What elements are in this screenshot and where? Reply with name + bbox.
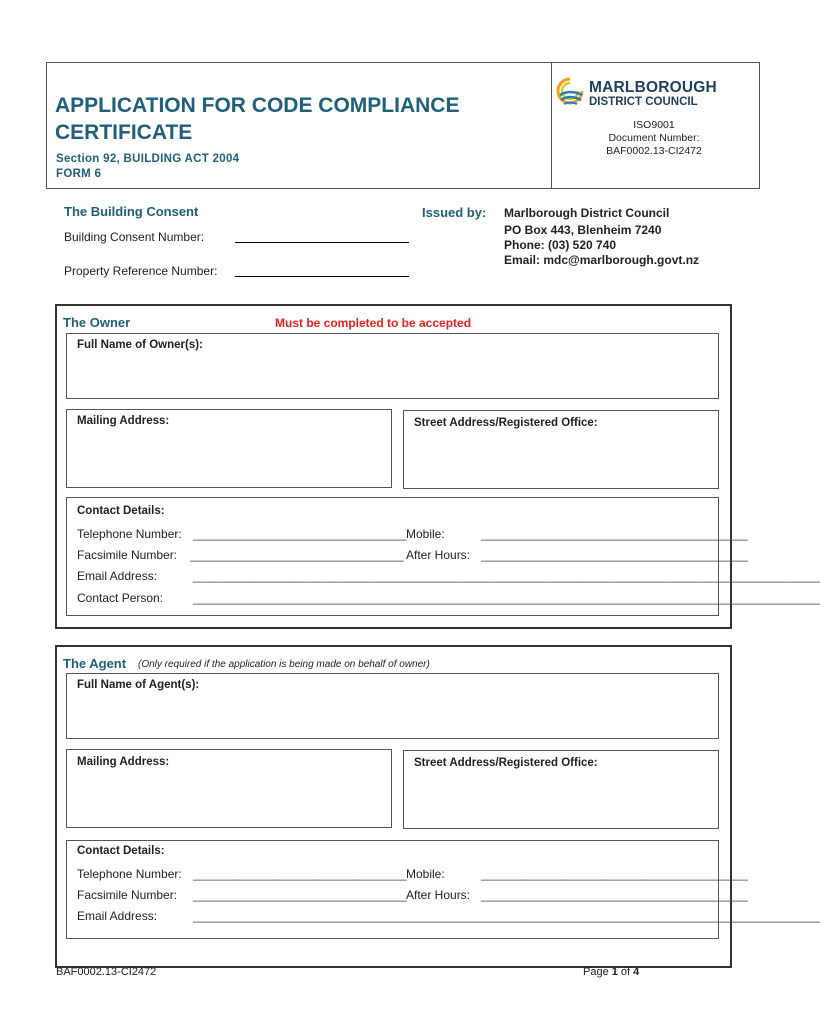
- agent-after-hours-label: After Hours:: [406, 888, 471, 902]
- property-ref-label: Property Reference Number:: [64, 264, 218, 278]
- page-indicator: [583, 966, 639, 978]
- agent-after-hours-field[interactable]: ________________________________________: [481, 888, 748, 902]
- owner-email-field[interactable]: ______________________________________________________________________________________________: [193, 569, 820, 583]
- agent-fax-field[interactable]: ________________________________: [193, 888, 407, 902]
- owner-email-label: Email Address:: [77, 569, 158, 583]
- agent-street-label: Street Address/Registered Office:: [414, 757, 598, 769]
- agent-email-label: Email Address:: [77, 909, 158, 923]
- page-total: 4: [633, 966, 640, 978]
- title-line-1: APPLICATION FOR CODE COMPLIANCE: [55, 94, 460, 117]
- consent-number-label: Building Consent Number:: [64, 230, 205, 244]
- owner-required-note: Must be completed to be accepted: [275, 316, 472, 330]
- owner-mailing-label: Mailing Address:: [77, 415, 170, 427]
- owner-fax-field[interactable]: ________________________________: [190, 548, 404, 562]
- agent-contact-heading: Contact Details:: [77, 845, 165, 857]
- issuer-phone: Phone: (03) 520 740: [504, 238, 617, 252]
- agent-note: (Only required if the application is being made on behalf of owner): [138, 659, 430, 670]
- title-line-2: CERTIFICATE: [55, 121, 193, 144]
- page-prefix: Page: [583, 966, 612, 978]
- document-number-label: Document Number:: [608, 132, 700, 144]
- owner-street-label: Street Address/Registered Office:: [414, 417, 598, 429]
- page-of: of: [617, 966, 634, 978]
- issued-by-label: Issued by:: [422, 205, 487, 220]
- issuer-email: Email: mdc@marlborough.govt.nz: [504, 253, 700, 267]
- agent-mailing-label: Mailing Address:: [77, 756, 170, 768]
- owner-contact-person-label: Contact Person:: [77, 591, 164, 605]
- owner-heading: The Owner: [63, 315, 131, 330]
- owner-after-hours-field[interactable]: ________________________________________: [481, 548, 748, 562]
- page-title: [55, 92, 545, 146]
- agent-mobile-label: Mobile:: [406, 867, 445, 881]
- issuer-block: [504, 206, 699, 268]
- owner-fax-label: Facsimile Number:: [77, 548, 178, 562]
- subtitle-line-2: FORM 6: [56, 168, 102, 180]
- iso-label: ISO9001: [633, 119, 675, 131]
- agent-full-name-label: Full Name of Agent(s):: [77, 679, 200, 691]
- consent-number-field[interactable]: [235, 242, 409, 243]
- owner-full-name-label: Full Name of Owner(s):: [77, 339, 203, 351]
- document-number-value: BAF0002.13-CI2472: [606, 145, 702, 157]
- agent-heading: The Agent: [63, 656, 127, 671]
- owner-telephone-label: Telephone Number:: [77, 527, 182, 541]
- header-divider: [551, 62, 552, 189]
- agent-telephone-field[interactable]: ________________________________: [193, 867, 407, 881]
- owner-contact-person-field[interactable]: ______________________________________________________________________________________________: [193, 591, 820, 605]
- page-subtitle: [56, 152, 239, 182]
- logo-text-primary: MARLBOROUGH: [589, 79, 717, 96]
- council-logo-icon: [555, 76, 585, 108]
- logo-text-secondary: DISTRICT COUNCIL: [589, 96, 698, 108]
- agent-mobile-field[interactable]: ________________________________________: [481, 867, 748, 881]
- property-ref-field[interactable]: [235, 276, 409, 277]
- agent-telephone-label: Telephone Number:: [77, 867, 182, 881]
- owner-telephone-field[interactable]: ________________________________: [193, 527, 407, 541]
- agent-email-field[interactable]: ______________________________________________________________________________________________: [193, 909, 820, 923]
- document-number-block: [556, 119, 752, 158]
- issuer-name: Marlborough District Council: [504, 206, 670, 220]
- owner-after-hours-label: After Hours:: [406, 548, 471, 562]
- owner-mobile-label: Mobile:: [406, 527, 445, 541]
- owner-mobile-field[interactable]: ________________________________________: [481, 527, 748, 541]
- subtitle-line-1: Section 92, BUILDING ACT 2004: [56, 153, 240, 165]
- page-current: 1: [611, 966, 618, 978]
- agent-fax-label: Facsimile Number:: [77, 888, 178, 902]
- consent-heading: The Building Consent: [64, 204, 199, 219]
- footer-doc-number: BAF0002.13-CI2472: [56, 966, 157, 978]
- owner-contact-heading: Contact Details:: [77, 505, 165, 517]
- issuer-address: PO Box 443, Blenheim 7240: [504, 223, 662, 237]
